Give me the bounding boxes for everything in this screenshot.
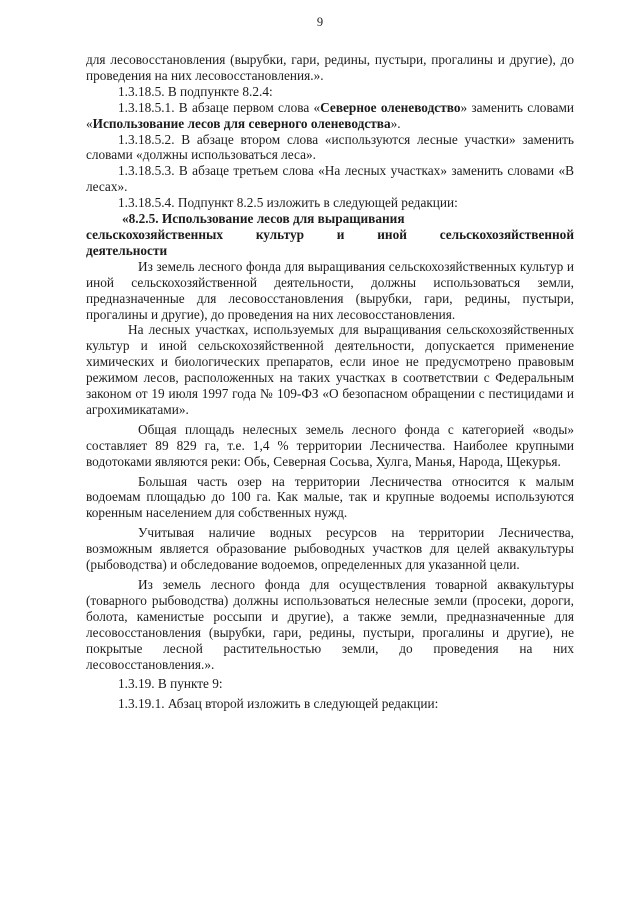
- heading-line-2: сельскохозяйственных культур и иной сельскохозяйственной: [86, 226, 574, 242]
- page-number: 9: [316, 15, 324, 29]
- text-run: ».: [390, 115, 401, 131]
- paragraph-1-3-18-5-3: 1.3.18.5.3. В абзаце третьем слова «На лесных участках» заменить словами «В лесах».: [86, 163, 574, 195]
- paragraph-1-3-19-1: 1.3.19.1. Абзац второй изложить в следующей редакции:: [118, 696, 439, 712]
- paragraph-agriculture-lands: Из земель лесного фонда для выращивания сельскохозяйственных культур и иной сельскохозяйственной деятельности, должны использоваться земли, предназначенные для лесовосстановления (вырубки, гари, редины, пустыри, прогалины и другие), до проведения на них лесовосстановления.: [86, 258, 574, 322]
- paragraph-commercial-aquaculture: Из земель лесного фонда для осуществления товарной аквакультуры (товарного рыбоводства) должны использоваться нелесные земли (просеки, дороги, болота, каменистые россыпи и другие), а также земли, предназначенные для лесовосстановления (вырубки, гари, редины, пустыри, прогалины и другие), не покрытые лесной растительностью земли, до проведения на них лесовосстановления.».: [86, 577, 574, 672]
- paragraph-1-3-18-5-2: 1.3.18.5.2. В абзаце втором слова «используются лесные участки» заменить словами «должны использоваться леса».: [86, 131, 574, 163]
- heading-line-3: деятельности: [86, 242, 168, 258]
- paragraph-aquaculture-sites: Учитывая наличие водных ресурсов на территории Лесничества, возможным является образование рыбоводных участков для целей аквакультуры (рыбоводства) и обследование водоемов, определенных для указанной цели.: [86, 525, 574, 573]
- paragraph-continuation: для лесовосстановления (вырубки, гари, редины, пустыри, прогалины и другие), до проведения на них лесовосстановления.».: [86, 52, 574, 83]
- paragraph-1-3-18-5-1: [86, 100, 574, 132]
- paragraph-1-3-18-5: 1.3.18.5. В подпункте 8.2.4:: [118, 83, 273, 99]
- section-heading-8-2-5: [86, 211, 574, 259]
- paragraph-1-3-19: 1.3.19. В пункте 9:: [118, 676, 223, 692]
- document-body: [86, 52, 574, 712]
- paragraph-water-area: Общая площадь нелесных земель лесного фонда с категорией «воды» составляет 89 829 га, т.е. 1,4 % территории Лесничества. Наиболее крупными водотоками являются реки: Обь, Северная Сосьва, Хулга, Манья, Народа, Щекурья.: [86, 421, 574, 469]
- paragraph-chemical-use: На лесных участках, используемых для выращивания сельскохозяйственных культур и иной сельскохозяйственной деятельности, допускается применение химических и биологических препаратов, если иное не предусмотрено правовым режимом лесов, расположенных на таких участках в соответствии с Федеральным законом от 19 июля 1997 года № 109-ФЗ «О безопасном обращении с пестицидами и агрохимикатами».: [86, 322, 574, 417]
- bold-new-term: Использование лесов для северного оленеводства: [92, 115, 391, 131]
- text-run: 1.3.18.5.1. В абзаце первом слова «: [118, 99, 321, 115]
- bold-old-term: Северное оленеводство: [320, 99, 461, 115]
- heading-line-1: «8.2.5. Использование лесов для выращивания: [122, 211, 405, 227]
- paragraph-1-3-18-5-4: 1.3.18.5.4. Подпункт 8.2.5 изложить в следующей редакции:: [118, 195, 458, 211]
- text-run: » заменить словами «: [86, 99, 574, 131]
- paragraph-lakes: Большая часть озер на территории Лесничества относится к малым водоемам площадью до 100 га. Как малые, так и крупные водоемы используются коренным населением для собственных нужд.: [86, 473, 574, 521]
